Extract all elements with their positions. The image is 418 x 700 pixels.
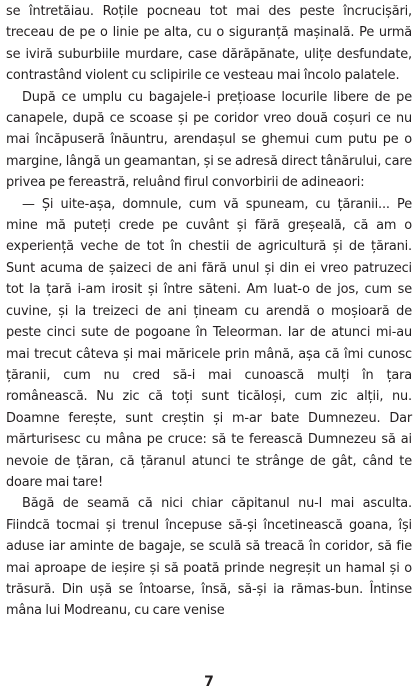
paragraph-2: După ce umplu cu bagajele-i prețioase locurile libere de pe canapele, după ce scoase și pe coridor vreo două coșuri ce nu mai încăpuseră înăuntru, arendașul se ghemui cum putu pe o margine, lângă un geamantan, și se adresă direct tânărului, care privea pe fereastră, reluând firul convorbirii de adineaori: [6, 89, 412, 191]
body-text [6, 1, 412, 622]
paragraph-3: — Și uite-așa, domnule, cum vă spuneam, cu țăranii... Pe mine mă puteți crede pe cuvânt și fără greșeală, că am o experiență veche de tot în chestii de agricultură și de țărani. Sunt acuma de șaizeci de ani fără unul și din ei vreo patruzeci tot la țară i-am irosit și între săteni. Am luat-o de jos, cum se cuvine, și la treizeci de ani țineam cu arendă o moșioară de peste cinci sute de pogoane în Teleorman. Iar de atunci mi-au mai trecut câteva și mai măricele prin mână, așa că îmi cunosc țăranii, cum nu cred să-i mai cunoască mulți în țara românească. Nu zic că toți sunt ticăloși, cum zic alții, nu. Doamne ferește, sunt creștin și m-ar bate Dumnezeu. Dar mărturisesc cu mâna pe cruce: să te ferească Dumnezeu să ai nevoie de țăran, că țăranul atunci te strânge de gât, când te doare mai tare! [6, 196, 412, 490]
paragraph-1: se întretăiau. Roțile pocneau tot mai des peste încrucișări, treceau de pe o linie pe alta, cu o siguranță mașinală. Pe urmă se iviră suburbiile murdare, case dărăpănate, ulițe desfundate, contrastând violent cu sclipirile ce vesteau mai încolo palatele. [6, 4, 412, 84]
page-number: 7 [204, 674, 214, 690]
paragraph-4: Băgă de seamă că nici chiar căpitanul nu-l mai asculta. Fiindcă tocmai și trenul începuse să-și încetinească goana, își aduse iar aminte de bagaje, se sculă să treacă în coridor, să fie mai aproape de ieșire și să poată prinde negreșit un hamal și o trăsură. Din ușă se întoarse, însă, să-și ia rămas-bun. Întinse mâna lui Modreanu, cu care venise [6, 496, 412, 619]
book-page [6, 0, 412, 700]
